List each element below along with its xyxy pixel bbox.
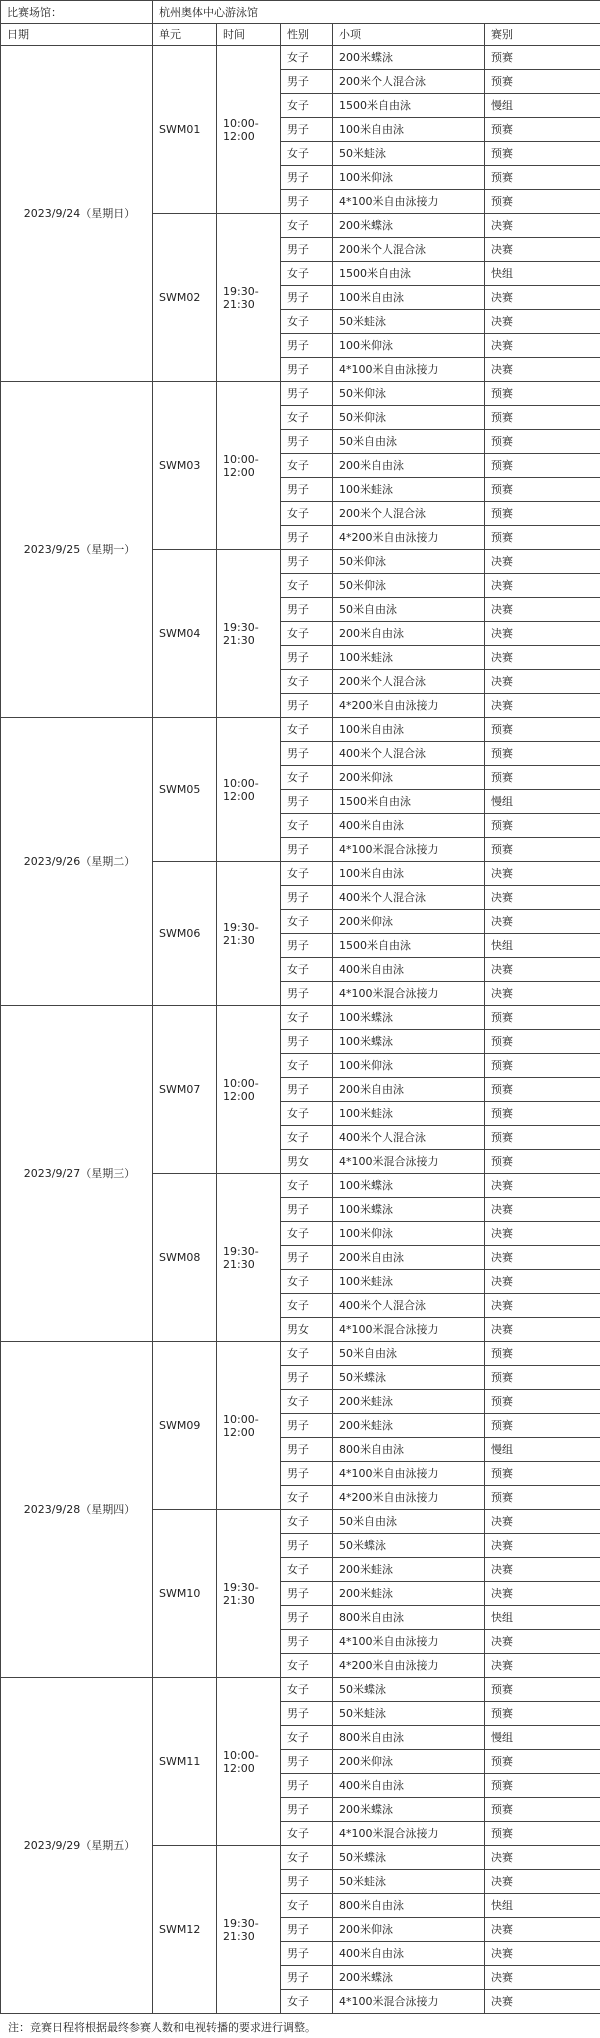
event-cell: 200米自由泳 [333,454,485,478]
event-cell: 50米蝶泳 [333,1846,485,1870]
event-cell: 100米仰泳 [333,166,485,190]
round-cell: 预赛 [485,1486,600,1510]
gender-cell: 男子 [281,742,333,766]
event-cell: 800米自由泳 [333,1894,485,1918]
round-cell: 慢组 [485,94,600,118]
round-cell: 预赛 [485,1462,600,1486]
round-cell: 预赛 [485,502,600,526]
event-cell: 4*100米混合泳接力 [333,982,485,1006]
round-cell: 决赛 [485,1918,600,1942]
date-cell: 2023/9/28（星期四） [1,1342,153,1678]
event-cell: 4*200米自由泳接力 [333,694,485,718]
gender-cell: 女子 [281,46,333,70]
round-cell: 决赛 [485,910,600,934]
gender-cell: 女子 [281,1126,333,1150]
round-cell: 决赛 [485,238,600,262]
event-cell: 50米仰泳 [333,406,485,430]
round-cell: 决赛 [485,694,600,718]
event-cell: 100米蛙泳 [333,1270,485,1294]
round-cell: 决赛 [485,1966,600,1990]
event-cell: 200米个人混合泳 [333,502,485,526]
gender-cell: 男子 [281,838,333,862]
gender-cell: 女子 [281,142,333,166]
gender-cell: 女子 [281,502,333,526]
round-cell: 决赛 [485,958,600,982]
time-cell: 10:00- 12:00 [217,382,281,550]
round-cell: 预赛 [485,1798,600,1822]
unit-cell: SWM05 [153,718,217,862]
gender-cell: 女子 [281,1006,333,1030]
gender-cell: 女子 [281,94,333,118]
time-cell: 10:00- 12:00 [217,1342,281,1510]
event-cell: 4*200米自由泳接力 [333,1486,485,1510]
round-cell: 预赛 [485,742,600,766]
gender-cell: 男子 [281,1798,333,1822]
gender-cell: 女子 [281,406,333,430]
gender-cell: 女子 [281,1678,333,1702]
gender-cell: 男子 [281,70,333,94]
event-cell: 4*200米自由泳接力 [333,526,485,550]
event-cell: 200米自由泳 [333,1246,485,1270]
event-cell: 100米蝶泳 [333,1030,485,1054]
event-cell: 1500米自由泳 [333,934,485,958]
gender-cell: 男子 [281,1606,333,1630]
event-cell: 4*100米混合泳接力 [333,1990,485,2014]
event-cell: 1500米自由泳 [333,790,485,814]
event-cell: 4*100米混合泳接力 [333,838,485,862]
event-cell: 50米自由泳 [333,430,485,454]
gender-cell: 男子 [281,982,333,1006]
event-cell: 50米自由泳 [333,598,485,622]
round-cell: 决赛 [485,574,600,598]
event-cell: 50米仰泳 [333,550,485,574]
time-cell: 19:30- 21:30 [217,1846,281,2014]
round-cell: 快组 [485,934,600,958]
gender-cell: 女子 [281,622,333,646]
round-cell: 快组 [485,1894,600,1918]
unit-cell: SWM11 [153,1678,217,1846]
event-cell: 100米蝶泳 [333,1006,485,1030]
event-cell: 400米个人混合泳 [333,742,485,766]
event-cell: 50米自由泳 [333,1342,485,1366]
round-cell: 决赛 [485,334,600,358]
gender-cell: 男子 [281,1246,333,1270]
event-cell: 100米蝶泳 [333,1174,485,1198]
round-cell: 慢组 [485,790,600,814]
round-cell: 预赛 [485,1006,600,1030]
time-cell: 19:30- 21:30 [217,1174,281,1342]
gender-cell: 男子 [281,286,333,310]
round-cell: 预赛 [485,190,600,214]
round-cell: 决赛 [485,646,600,670]
header-gender: 性别 [281,24,333,46]
event-cell: 4*100米混合泳接力 [333,1150,485,1174]
unit-cell: SWM08 [153,1174,217,1342]
event-cell: 200米仰泳 [333,1750,485,1774]
event-cell: 50米自由泳 [333,1510,485,1534]
round-cell: 决赛 [485,214,600,238]
event-cell: 4*100米自由泳接力 [333,358,485,382]
gender-cell: 女子 [281,262,333,286]
round-cell: 预赛 [485,1414,600,1438]
unit-cell: SWM10 [153,1510,217,1678]
header-date: 日期 [1,24,153,46]
round-cell: 预赛 [485,1030,600,1054]
round-cell: 预赛 [485,46,600,70]
table-row [1,718,600,742]
event-cell: 200米蛙泳 [333,1414,485,1438]
event-cell: 200米蝶泳 [333,46,485,70]
event-cell: 200米自由泳 [333,1078,485,1102]
round-cell: 决赛 [485,358,600,382]
event-cell: 200米个人混合泳 [333,70,485,94]
event-cell: 4*100米混合泳接力 [333,1318,485,1342]
event-cell: 800米自由泳 [333,1438,485,1462]
event-cell: 200米仰泳 [333,910,485,934]
venue-name: 杭州奥体中心游泳馆 [153,1,600,24]
unit-cell: SWM12 [153,1846,217,2014]
gender-cell: 男子 [281,526,333,550]
gender-cell: 男子 [281,1414,333,1438]
event-cell: 50米仰泳 [333,574,485,598]
event-cell: 400米个人混合泳 [333,1126,485,1150]
round-cell: 预赛 [485,766,600,790]
event-cell: 200米蝶泳 [333,1966,485,1990]
gender-cell: 女子 [281,958,333,982]
round-cell: 预赛 [485,430,600,454]
gender-cell: 男子 [281,886,333,910]
gender-cell: 男子 [281,190,333,214]
round-cell: 预赛 [485,1678,600,1702]
header-event: 小项 [333,24,485,46]
event-cell: 1500米自由泳 [333,262,485,286]
gender-cell: 女子 [281,1174,333,1198]
event-cell: 400米自由泳 [333,1942,485,1966]
round-cell: 决赛 [485,1630,600,1654]
event-cell: 400米个人混合泳 [333,886,485,910]
gender-cell: 男子 [281,646,333,670]
gender-cell: 男子 [281,1366,333,1390]
gender-cell: 女子 [281,1846,333,1870]
round-cell: 决赛 [485,1582,600,1606]
event-cell: 50米蝶泳 [333,1366,485,1390]
gender-cell: 女子 [281,862,333,886]
event-cell: 50米蛙泳 [333,310,485,334]
unit-cell: SWM07 [153,1006,217,1174]
round-cell: 决赛 [485,1534,600,1558]
gender-cell: 女子 [281,1510,333,1534]
round-cell: 预赛 [485,1750,600,1774]
round-cell: 决赛 [485,550,600,574]
table-row [1,1678,600,1702]
gender-cell: 男子 [281,1030,333,1054]
date-cell: 2023/9/27（星期三） [1,1006,153,1342]
event-cell: 200米个人混合泳 [333,670,485,694]
event-cell: 400米自由泳 [333,958,485,982]
round-cell: 决赛 [485,982,600,1006]
gender-cell: 男子 [281,1078,333,1102]
unit-cell: SWM06 [153,862,217,1006]
round-cell: 预赛 [485,1390,600,1414]
time-cell: 10:00- 12:00 [217,46,281,214]
round-cell: 预赛 [485,718,600,742]
gender-cell: 女子 [281,1558,333,1582]
date-cell: 2023/9/25（星期一） [1,382,153,718]
gender-cell: 男子 [281,1942,333,1966]
event-cell: 200米蝶泳 [333,1798,485,1822]
round-cell: 预赛 [485,1774,600,1798]
round-cell: 决赛 [485,886,600,910]
venue-label: 比赛场馆： [1,1,153,24]
time-cell: 19:30- 21:30 [217,862,281,1006]
gender-cell: 女子 [281,1654,333,1678]
gender-cell: 男子 [281,550,333,574]
gender-cell: 男子 [281,382,333,406]
round-cell: 决赛 [485,1222,600,1246]
gender-cell: 女子 [281,814,333,838]
gender-cell: 女子 [281,310,333,334]
time-cell: 10:00- 12:00 [217,1678,281,1846]
round-cell: 决赛 [485,1270,600,1294]
event-cell: 100米自由泳 [333,118,485,142]
round-cell: 决赛 [485,1510,600,1534]
event-cell: 100米蛙泳 [333,478,485,502]
gender-cell: 女子 [281,670,333,694]
gender-cell: 男子 [281,1966,333,1990]
gender-cell: 男子 [281,334,333,358]
round-cell: 预赛 [485,526,600,550]
date-cell: 2023/9/29（星期五） [1,1678,153,2014]
gender-cell: 男子 [281,238,333,262]
time-cell: 10:00- 12:00 [217,718,281,862]
event-cell: 100米蛙泳 [333,1102,485,1126]
round-cell: 慢组 [485,1726,600,1750]
gender-cell: 男子 [281,478,333,502]
gender-cell: 女子 [281,1390,333,1414]
gender-cell: 男子 [281,1918,333,1942]
gender-cell: 男子 [281,1750,333,1774]
gender-cell: 男女 [281,1150,333,1174]
gender-cell: 女子 [281,1894,333,1918]
date-cell: 2023/9/24（星期日） [1,46,153,382]
gender-cell: 男子 [281,934,333,958]
round-cell: 决赛 [485,1558,600,1582]
event-cell: 200米蛙泳 [333,1582,485,1606]
round-cell: 决赛 [485,1294,600,1318]
event-cell: 200米自由泳 [333,622,485,646]
gender-cell: 男子 [281,1870,333,1894]
unit-cell: SWM03 [153,382,217,550]
event-cell: 50米蝶泳 [333,1678,485,1702]
gender-cell: 女子 [281,1726,333,1750]
round-cell: 决赛 [485,310,600,334]
round-cell: 决赛 [485,1990,600,2014]
round-cell: 预赛 [485,142,600,166]
gender-cell: 男子 [281,1462,333,1486]
round-cell: 预赛 [485,382,600,406]
round-cell: 决赛 [485,1654,600,1678]
event-cell: 50米蛙泳 [333,1702,485,1726]
round-cell: 预赛 [485,70,600,94]
round-cell: 决赛 [485,598,600,622]
round-cell: 快组 [485,1606,600,1630]
gender-cell: 男子 [281,430,333,454]
event-cell: 100米自由泳 [333,718,485,742]
gender-cell: 男子 [281,166,333,190]
event-cell: 800米自由泳 [333,1726,485,1750]
gender-cell: 女子 [281,1342,333,1366]
gender-cell: 女子 [281,718,333,742]
gender-cell: 男子 [281,358,333,382]
round-cell: 决赛 [485,1198,600,1222]
round-cell: 预赛 [485,1102,600,1126]
gender-cell: 女子 [281,1294,333,1318]
gender-cell: 男女 [281,1318,333,1342]
gender-cell: 男子 [281,1774,333,1798]
round-cell: 预赛 [485,1126,600,1150]
round-cell: 决赛 [485,862,600,886]
round-cell: 预赛 [485,118,600,142]
event-cell: 100米自由泳 [333,862,485,886]
event-cell: 200米个人混合泳 [333,238,485,262]
round-cell: 决赛 [485,1870,600,1894]
event-cell: 4*200米自由泳接力 [333,1654,485,1678]
table-row [1,1006,600,1030]
gender-cell: 女子 [281,1222,333,1246]
round-cell: 决赛 [485,670,600,694]
gender-cell: 男子 [281,1630,333,1654]
gender-cell: 女子 [281,1822,333,1846]
gender-cell: 女子 [281,766,333,790]
event-cell: 100米蛙泳 [333,646,485,670]
time-cell: 19:30- 21:30 [217,550,281,718]
event-cell: 4*100米混合泳接力 [333,1822,485,1846]
unit-cell: SWM09 [153,1342,217,1510]
gender-cell: 女子 [281,574,333,598]
event-cell: 1500米自由泳 [333,94,485,118]
header-round: 赛别 [485,24,600,46]
event-cell: 4*100米自由泳接力 [333,1462,485,1486]
round-cell: 预赛 [485,1366,600,1390]
event-cell: 200米蝶泳 [333,214,485,238]
event-cell: 400米个人混合泳 [333,1294,485,1318]
round-cell: 预赛 [485,1342,600,1366]
round-cell: 预赛 [485,814,600,838]
round-cell: 预赛 [485,1078,600,1102]
gender-cell: 男子 [281,790,333,814]
gender-cell: 女子 [281,1270,333,1294]
round-cell: 预赛 [485,166,600,190]
event-cell: 200米仰泳 [333,766,485,790]
gender-cell: 女子 [281,214,333,238]
round-cell: 预赛 [485,454,600,478]
gender-cell: 男子 [281,694,333,718]
gender-cell: 女子 [281,1102,333,1126]
gender-cell: 女子 [281,910,333,934]
unit-cell: SWM01 [153,46,217,214]
round-cell: 快组 [485,262,600,286]
event-cell: 800米自由泳 [333,1606,485,1630]
event-cell: 4*100米自由泳接力 [333,1630,485,1654]
round-cell: 预赛 [485,1054,600,1078]
round-cell: 慢组 [485,1438,600,1462]
time-cell: 19:30- 21:30 [217,214,281,382]
round-cell: 预赛 [485,838,600,862]
footnote: 注：竞赛日程将根据最终参赛人数和电视转播的要求进行调整。 [0,2014,600,2038]
unit-cell: SWM04 [153,550,217,718]
gender-cell: 男子 [281,1198,333,1222]
gender-cell: 男子 [281,1534,333,1558]
round-cell: 预赛 [485,478,600,502]
event-cell: 50米蝶泳 [333,1534,485,1558]
gender-cell: 女子 [281,1990,333,2014]
round-cell: 决赛 [485,286,600,310]
round-cell: 决赛 [485,1246,600,1270]
time-cell: 10:00- 12:00 [217,1006,281,1174]
gender-cell: 男子 [281,1438,333,1462]
event-cell: 50米蛙泳 [333,142,485,166]
gender-cell: 女子 [281,454,333,478]
gender-cell: 男子 [281,118,333,142]
header-unit: 单元 [153,24,217,46]
table-row [1,1342,600,1366]
event-cell: 400米自由泳 [333,814,485,838]
event-cell: 100米仰泳 [333,1222,485,1246]
date-cell: 2023/9/26（星期二） [1,718,153,1006]
round-cell: 预赛 [485,1702,600,1726]
round-cell: 预赛 [485,1822,600,1846]
event-cell: 100米自由泳 [333,286,485,310]
round-cell: 决赛 [485,1846,600,1870]
event-cell: 100米仰泳 [333,1054,485,1078]
event-cell: 400米自由泳 [333,1774,485,1798]
unit-cell: SWM02 [153,214,217,382]
round-cell: 决赛 [485,1174,600,1198]
round-cell: 决赛 [485,1942,600,1966]
round-cell: 预赛 [485,406,600,430]
event-cell: 200米蛙泳 [333,1390,485,1414]
event-cell: 4*100米自由泳接力 [333,190,485,214]
event-cell: 100米仰泳 [333,334,485,358]
round-cell: 预赛 [485,1150,600,1174]
round-cell: 决赛 [485,1318,600,1342]
gender-cell: 男子 [281,1702,333,1726]
event-cell: 200米蛙泳 [333,1558,485,1582]
table-row [1,382,600,406]
event-cell: 100米蝶泳 [333,1198,485,1222]
table-row [1,46,600,70]
event-cell: 50米蛙泳 [333,1870,485,1894]
event-cell: 200米仰泳 [333,1918,485,1942]
gender-cell: 男子 [281,598,333,622]
event-cell: 50米仰泳 [333,382,485,406]
gender-cell: 女子 [281,1486,333,1510]
round-cell: 决赛 [485,622,600,646]
gender-cell: 女子 [281,1054,333,1078]
header-time: 时间 [217,24,281,46]
time-cell: 19:30- 21:30 [217,1510,281,1678]
gender-cell: 男子 [281,1582,333,1606]
